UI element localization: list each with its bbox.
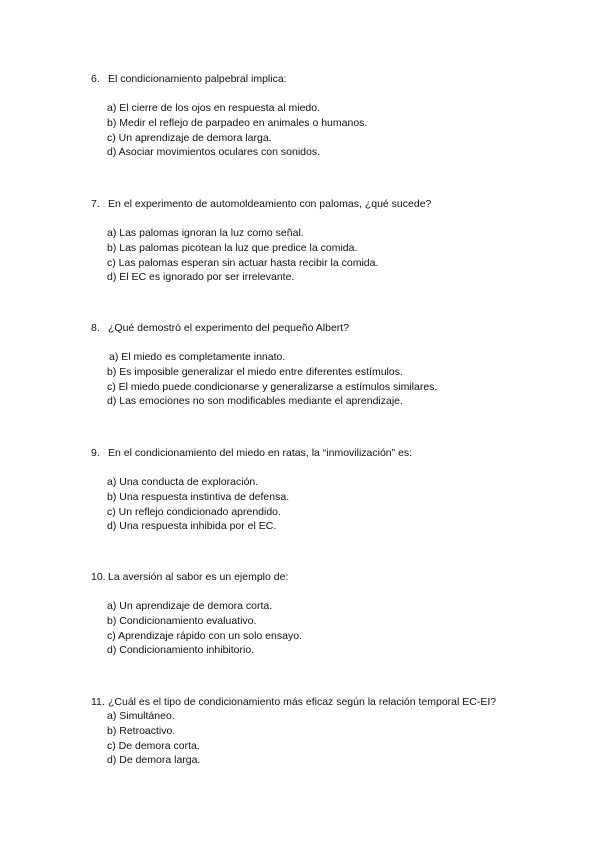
- option-list: [107, 599, 561, 658]
- option-a: a) Las palomas ignoran la luz como señal.: [107, 227, 304, 239]
- option-a: a) Simultáneo.: [107, 710, 175, 722]
- option-b: b) Retroactivo.: [107, 724, 176, 737]
- question-number: 11.: [91, 696, 105, 708]
- option-c: c) De demora corta.: [107, 739, 200, 752]
- question-text: La aversión al sabor es un ejemplo de:: [108, 571, 289, 583]
- option-a: a) Una conducta de exploración.: [107, 476, 259, 488]
- option-list: [107, 350, 561, 409]
- question-number: 10.: [91, 571, 106, 583]
- question-10: [91, 570, 561, 658]
- option-b: b) Medir el reflejo de parpadeo en animales o humanos.: [107, 116, 368, 129]
- question-text: En el condicionamiento del miedo en ratas, la “inmovilización” es:: [108, 447, 413, 459]
- option-list: [107, 475, 561, 534]
- question-number: 9.: [91, 447, 100, 459]
- option-b: b) Condicionamiento evaluativo.: [107, 614, 257, 627]
- question-stem: [91, 446, 561, 460]
- option-b: b) Una respuesta instintiva de defensa.: [107, 490, 290, 503]
- option-list: [107, 101, 561, 160]
- option-a: a) El cierre de los ojos en respuesta al miedo.: [107, 102, 321, 114]
- option-b: b) Es imposible generalizar el miedo entre diferentes estímulos.: [107, 365, 403, 378]
- option-d: d) De demora larga.: [107, 754, 201, 767]
- option-b: b) Las palomas picotean la luz que predice la comida.: [107, 241, 358, 254]
- question-number: 6.: [91, 73, 100, 85]
- question-stem: [91, 197, 561, 211]
- question-number: 7.: [91, 198, 100, 210]
- option-d: d) Una respuesta inhibida por el EC.: [107, 520, 277, 533]
- question-11: [91, 695, 561, 768]
- question-text: El condicionamiento palpebral implica:: [108, 73, 287, 85]
- question-9: [91, 446, 561, 534]
- question-number: 8.: [91, 322, 100, 334]
- option-list: [107, 226, 561, 285]
- question-7: [91, 197, 561, 285]
- option-d: d) Asociar movimientos oculares con sonidos.: [107, 146, 321, 159]
- question-6: [91, 72, 561, 160]
- question-stem: [91, 695, 561, 709]
- question-stem: [91, 72, 561, 86]
- option-d: d) Las emociones no son modificables mediante el aprendizaje.: [107, 395, 403, 408]
- question-text: En el experimento de automoldeamiento con palomas, ¿qué sucede?: [108, 198, 432, 210]
- option-c: c) El miedo puede condicionarse y generalizarse a estímulos similares.: [107, 380, 438, 393]
- option-c: c) Las palomas esperan sin actuar hasta recibir la comida.: [107, 256, 379, 269]
- option-c: c) Un aprendizaje de demora larga.: [107, 131, 272, 144]
- option-c: c) Un reflejo condicionado aprendido.: [107, 505, 281, 518]
- question-text: ¿Qué demostró el experimento del pequeño Albert?: [108, 322, 350, 334]
- option-d: d) El EC es ignorado por ser irrelevante.: [107, 271, 295, 284]
- option-a: a) El miedo es completamente innato.: [109, 351, 286, 363]
- question-stem: [91, 570, 561, 584]
- option-a: a) Un aprendizaje de demora corta.: [107, 600, 273, 612]
- option-d: d) Condicionamiento inhibitorio.: [107, 644, 255, 657]
- option-list: [107, 709, 561, 768]
- question-8: [91, 321, 561, 409]
- question-stem: [91, 321, 561, 335]
- question-text: ¿Cuál es el tipo de condicionamiento más eficaz según la relación temporal EC-EI?: [108, 696, 497, 708]
- option-c: c) Aprendizaje rápido con un solo ensayo.: [107, 629, 302, 642]
